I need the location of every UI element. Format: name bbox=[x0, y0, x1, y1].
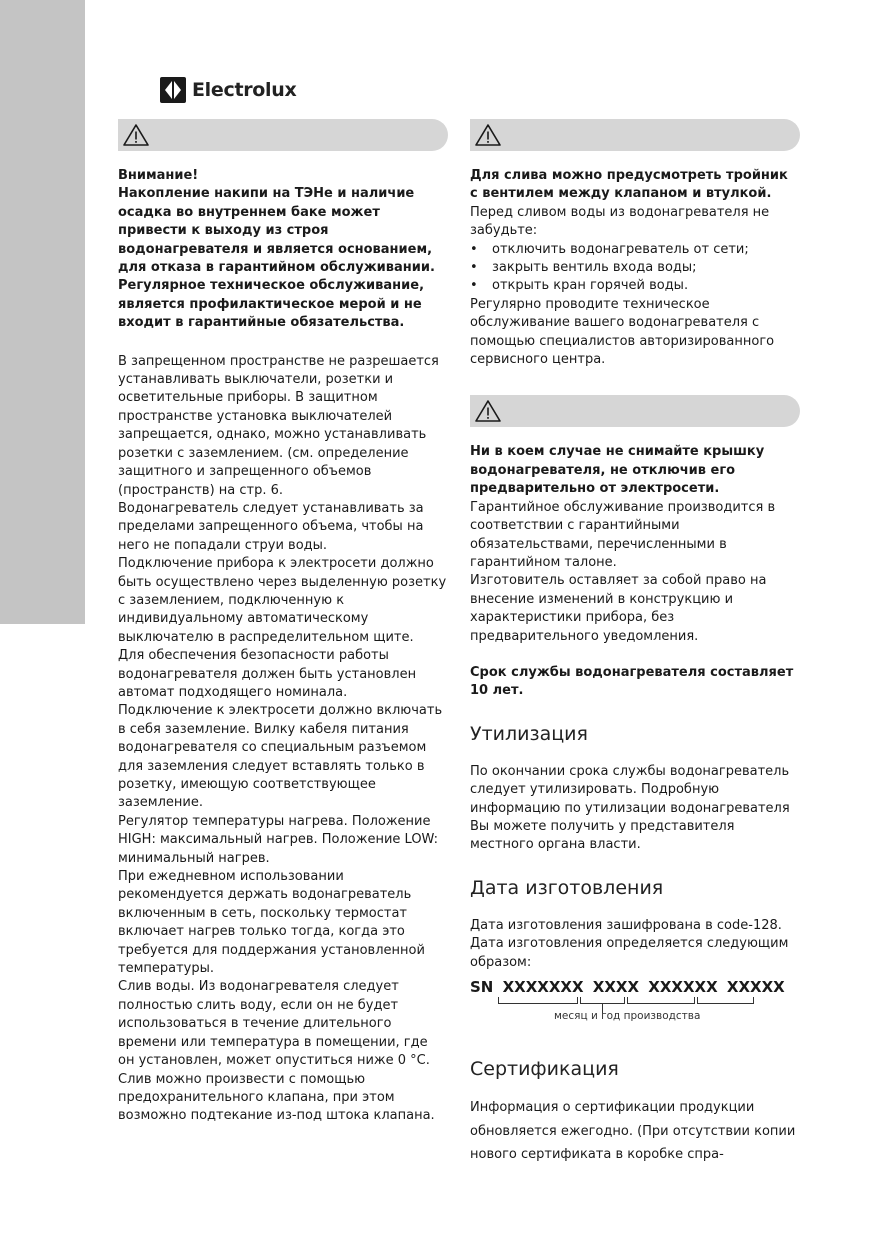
disposal-heading: Утилизация bbox=[470, 722, 588, 745]
list-item: • открыть кран горячей воды. bbox=[470, 277, 800, 295]
brand-name: Electrolux bbox=[192, 79, 297, 101]
sn-group: XXXX bbox=[592, 978, 640, 996]
sn-bracket bbox=[627, 997, 695, 1004]
warning-bar bbox=[470, 395, 800, 427]
paragraph: Дата изготовления зашифрована в code-128. Дата изготовления определяется следующим образом: bbox=[470, 917, 789, 970]
warning-text: Ни в коем случае не снимайте крышку водонагревателя, не отключив его предварительно от электросети. bbox=[470, 444, 765, 497]
warning-triangle-icon bbox=[474, 123, 502, 147]
sn-group: XXXXXXX bbox=[502, 978, 584, 996]
date-heading: Дата изготовления bbox=[470, 876, 664, 899]
paragraph: Для обеспечения безопасности работы водонагревателя должен быть установлен автомат подходящего номинала. bbox=[118, 648, 417, 700]
serial-number-diagram bbox=[470, 978, 800, 1030]
paragraph: Слив воды. Из водонагревателя следует полностью слить воду, если он не будет использоваться в течение длительного времени или температура в помещении, где он установлен, может опуститься ниже 0 °C. Слив можно произвести с помощью предохранительного клапана, при этом возможно подтекание из-под штока клапана. bbox=[118, 979, 435, 1124]
warning-text: Внимание! Накопление накипи на ТЭНе и наличие осадка во внутреннем баке может привести к выходу из строя водонагревателя и является основанием, для отказа в гарантийном обслуживании. Регулярное техническое обслуживание, является профилактическое мерой и не входит в гарантийные обязательства. bbox=[118, 168, 435, 331]
paragraph: Подключение к электросети должно включать в себя заземление. Вилку кабеля питания водонагревателя со специальным разъемом для заземления следует вставлять только в розетку, имеющую соответствующее заземление. bbox=[118, 703, 443, 811]
paragraph: При ежедневном использовании рекомендуется держать водонагреватель включенным в сеть, поскольку термостат включает нагрев только тогда, когда это требуется для поддержания установленной температуры. bbox=[118, 869, 425, 977]
paragraph: По окончании срока службы водонагреватель следует утилизировать. Подробную информацию по утилизации водонагревателя Вы можете получить у представителя местного органа власти. bbox=[470, 763, 790, 853]
paragraph: Регулятор температуры нагрева. Положение HIGH: максимальный нагрев. Положение LOW: минимальный нагрев. bbox=[118, 813, 439, 866]
list-item: • отключить водонагреватель от сети; bbox=[470, 241, 800, 259]
sn-bracket bbox=[498, 997, 578, 1004]
paragraph: Водонагреватель следует устанавливать за пределами запрещенного объема, чтобы на него не попадали струи воды. bbox=[118, 500, 424, 553]
paragraph: Гарантийное обслуживание производится в соответствии с гарантийными обязательствами, перечисленными в гарантийном талоне. bbox=[470, 499, 776, 570]
paragraph: Изготовитель оставляет за собой право на внесение изменений в конструкцию и характеристики прибора, без предварительного уведомления. bbox=[470, 573, 767, 644]
sn-caption: месяц и год производства bbox=[554, 1010, 701, 1022]
sn-prefix: SN bbox=[470, 978, 494, 996]
electrolux-logo-icon bbox=[160, 77, 186, 103]
warning-triangle-icon bbox=[122, 123, 150, 147]
brand-logo bbox=[160, 77, 296, 103]
sn-group: XXXXX bbox=[726, 978, 785, 996]
service-life-text: Срок службы водонагревателя составляет 10 лет. bbox=[470, 664, 794, 699]
warning-text: Для слива можно предусмотреть тройник с вентилем между клапаном и втулкой. bbox=[470, 168, 788, 202]
right-column bbox=[470, 119, 800, 1167]
serial-number bbox=[470, 978, 789, 996]
warning-triangle-icon bbox=[474, 399, 502, 423]
certification-heading: Сертификация bbox=[470, 1058, 619, 1080]
paragraph: Подключение прибора к электросети должно быть осуществлено через выделенную розетку с заземлением, подключенную к индивидуальному автоматическому выключателю в распределительном щите. bbox=[118, 556, 447, 645]
paragraph: В запрещенном пространстве не разрешается устанавливать выключатели, розетки и осветительные приборы. В защитном пространстве установка выключателей запрещается, однако, можно устанавливать розетки с заземлением. (см. определение защитного и запрещенного объемов (пространств) на стр. 6. bbox=[118, 353, 439, 498]
paragraph: Регулярно проводите техническое обслуживание вашего водонагревателя с помощью специалистов авторизированного сервисного центра. bbox=[470, 296, 775, 368]
side-tab bbox=[0, 0, 85, 624]
warning-bar bbox=[118, 119, 448, 151]
paragraph: Перед сливом воды из водонагревателя не забудьте: bbox=[470, 204, 770, 239]
checklist bbox=[470, 241, 800, 296]
list-item: • закрыть вентиль входа воды; bbox=[470, 259, 800, 277]
sn-bracket bbox=[697, 997, 754, 1004]
paragraph: Информация о сертификации продукции обновляется ежегодно. (При отсутствии копии нового сертификата в коробке спра- bbox=[470, 1100, 796, 1162]
warning-bar bbox=[470, 119, 800, 151]
sn-group: XXXXXX bbox=[648, 978, 718, 996]
left-column bbox=[118, 119, 448, 1126]
